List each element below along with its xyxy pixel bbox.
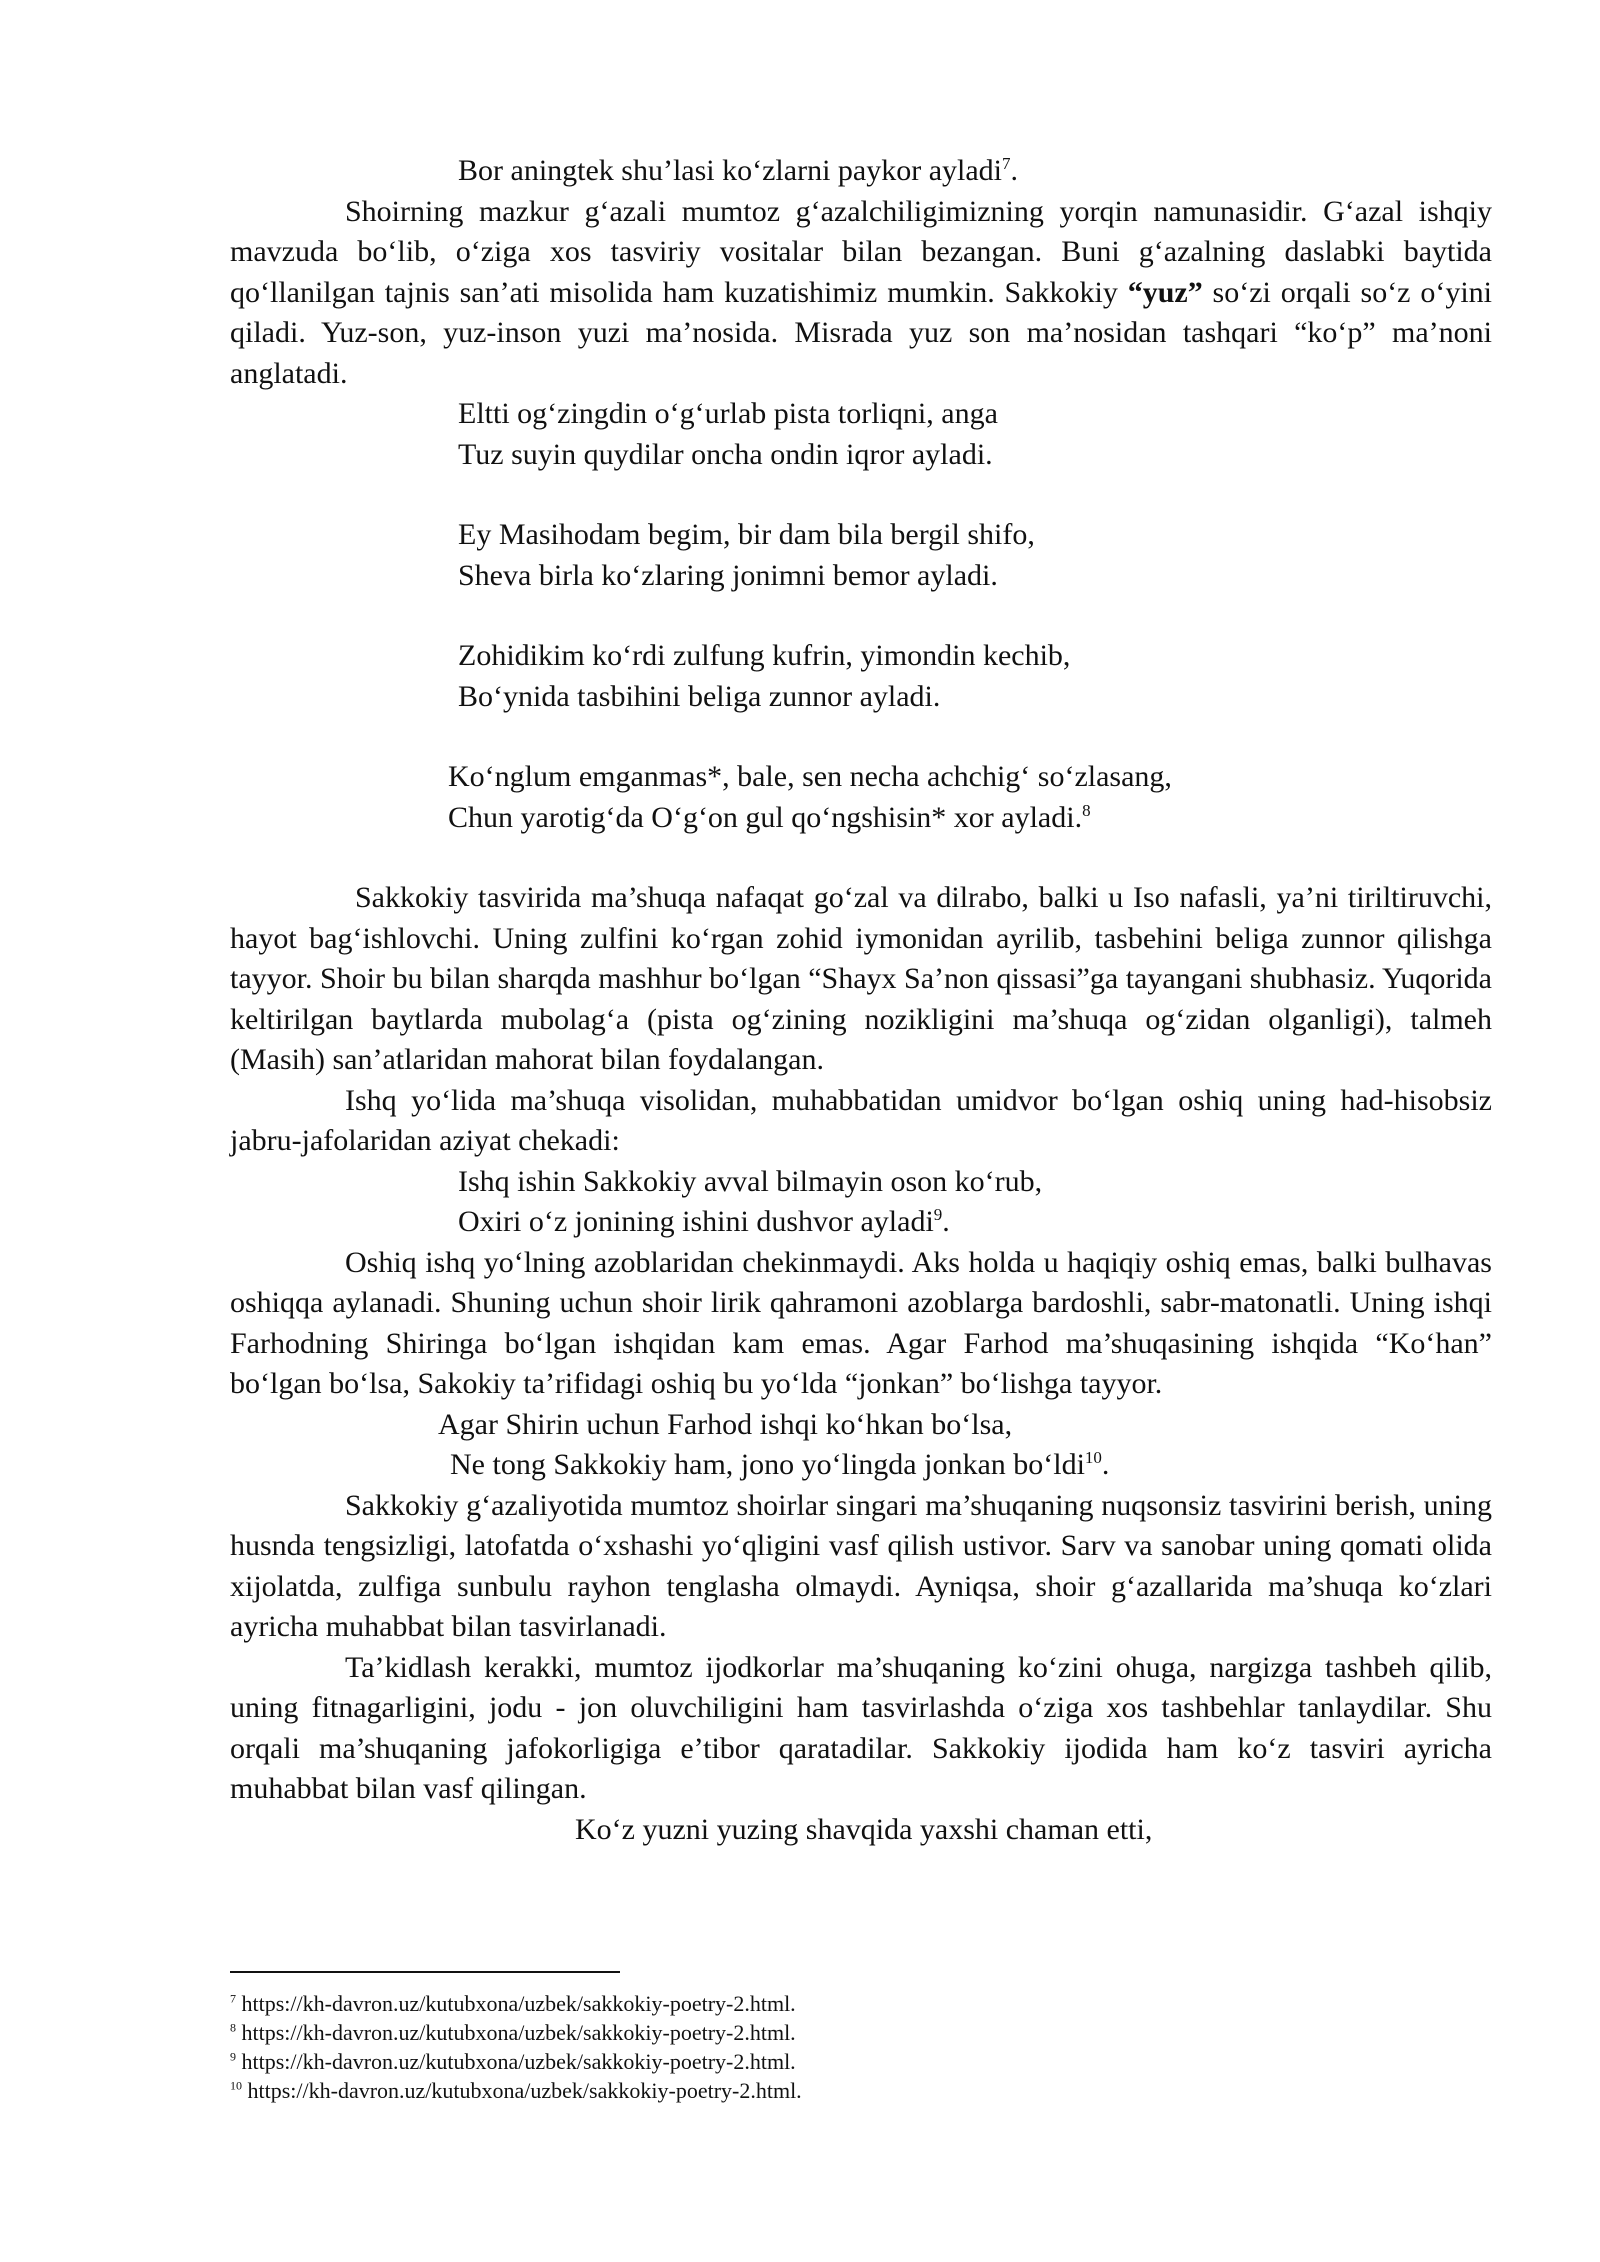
footnote-ref: 10: [1084, 1448, 1102, 1467]
footnote-number: 9: [230, 2049, 236, 2064]
footnote-number: 10: [230, 2078, 242, 2093]
paragraph: [230, 192, 1492, 395]
paragraph: Ta’kidlash kerakki, mumtoz ijodkorlar ma’shuqaning ko‘zini ohuga, nargizga tashbeh qilib, uning fitnagarligini, jodu - jon oluvchiligini ham tasvirlashda o‘ziga xos tashbehlar tanlaydilar. Shu orqali ma’shuqaning jafokorligiga e’tibor qaratadilar. Sakkokiy ijodida ham ko‘z tasviri ayricha muhabbat bilan vasf qilingan.: [230, 1650, 1492, 1805]
verse-text: Oxiri o‘z jonining ishini dushvor ayladi: [458, 1205, 934, 1238]
punctuation: .: [1101, 1448, 1110, 1481]
stanza-gap: [230, 475, 1492, 515]
verse-line: Agar Shirin uchun Farhod ishqi ko‘hkan bo‘lsa,: [438, 1407, 1013, 1441]
verse-line: Eltti og‘zingdin o‘g‘urlab pista torliqni, anga: [458, 397, 998, 430]
verse-line: Ko‘nglum emganmas*, bale, sen necha achchig‘ so‘zlasang,: [448, 760, 1172, 793]
verse-line: [230, 1202, 1492, 1243]
footnote-separator: [230, 1971, 620, 1973]
verse-text: Bor aningtek shu’lasi ko‘zlarni paykor ayladi: [458, 154, 1003, 187]
footnote-link[interactable]: https://kh-davron.uz/kutubxona/uzbek/sakkokiy-poetry-2.html.: [236, 1991, 796, 2016]
punctuation: .: [942, 1205, 950, 1238]
stanza-gap: [230, 596, 1492, 636]
verse-line: Tuz suyin quydilar oncha ondin iqror ayladi.: [458, 437, 993, 471]
footnote-ref: 8: [1082, 800, 1091, 820]
paragraph: Sakkokiy g‘azaliyotida mumtoz shoirlar singari ma’shuqaning nuqsonsiz tasvirini berish, uning husnda tengsizligi, latofatda o‘xshashi yo‘qligini vasf qilish ustivor. Sarv va sanobar uning qomati olida xijolatda, zulfiga sunbulu rayhon tenglasha olmaydi. Ayniqsa, shoir g‘azallarida ma’shuqa ko‘zlari ayricha muhabbat bilan tasvirlanadi.: [230, 1488, 1492, 1643]
body-text: [230, 151, 1492, 1850]
footnote-link[interactable]: https://kh-davron.uz/kutubxona/uzbek/sakkokiy-poetry-2.html.: [236, 2020, 796, 2045]
verse-text: Ne tong Sakkokiy ham, jono yo‘lingda jonkan bo‘ldi: [450, 1448, 1085, 1481]
paragraph: Oshiq ishq yo‘lning azoblaridan chekinmaydi. Aks holda u haqiqiy oshiq emas, balki bulhavas oshiqqa aylanadi. Shuning uchun shoir lirik qahramoni azoblarga bardoshli, sabr-matonatli. Uning ishqi Farhodning Shiringa bo‘lgan ishqidan kam emas. Agar Farhod ma’shuqasining ishqida “Ko‘han” bo‘lgan bo‘lsa, Sakokiy ta’rifidagi oshiq bu yo‘lda “jonkan” bo‘lishga tayyor.: [230, 1245, 1492, 1400]
bold-word: “yuz”: [1127, 275, 1203, 309]
verse-line: Zohidikim ko‘rdi zulfung kufrin, yimondin kechib,: [458, 639, 1071, 672]
verse-line: Bo‘ynida tasbihini beliga zunnor ayladi.: [458, 679, 941, 713]
stanza-gap: [230, 717, 1492, 757]
footnote-number: 7: [230, 1991, 236, 2006]
verse-line: Sheva birla ko‘zlaring jonimni bemor ayladi.: [458, 558, 998, 592]
footnote: [230, 2018, 1492, 2047]
paragraph: Sakkokiy tasvirida ma’shuqa nafaqat go‘zal va dilrabo, balki u Iso nafasli, ya’ni tiriltiruvchi, hayot bag‘ishlovchi. Uning zulfini ko‘rgan zohid iymonidan ayrilib, tasbehini beliga zunnor qilishga tayyor. Shoir bu bilan sharqda mashhur bo‘lgan “Shayx Sa’non qissasi”ga tayangani shubhasiz. Yuqorida keltirilgan baytlarda mubolag‘a (pista og‘zining nozikligini ma’shuqa og‘zidan olganligi), talmeh (Masih) san’atlaridan mahorat bilan foydalangan.: [230, 881, 1492, 1076]
footnote-ref: 9: [933, 1205, 943, 1224]
verse-line: Ko‘z yuzni yuzing shavqida yaxshi chaman etti,: [575, 1812, 1153, 1846]
footnote-link[interactable]: https://kh-davron.uz/kutubxona/uzbek/sakkokiy-poetry-2.html.: [236, 2049, 796, 2074]
footnote: [230, 1989, 1492, 2018]
punctuation: .: [1010, 154, 1019, 187]
paragraph-text: Shoirning mazkur g‘azali mumtoz g‘azalchiligimizning yorqin namunasidir. G‘azal ishqiy mavzuda bo‘lib, o‘ziga xos tasviriy vositalar bilan bezangan. Buni g‘azalning daslabki baytida qo‘llanilgan tajnis san’ati misolida ham kuzatishimiz mumkin. Sakkokiy: [230, 194, 1492, 309]
verse-line: [230, 798, 1492, 839]
footnotes: [230, 1971, 1492, 2105]
paragraph-text: so‘zi orqali so‘z o‘yini qiladi. Yuz-son, yuz-inson yuzi ma’nosida. Misrada yuz son ma’nosidan tashqari “ko‘p” ma’noni anglatadi.: [230, 275, 1492, 390]
verse-line: Ey Masihodam begim, bir dam bila bergil shifo,: [458, 518, 1035, 551]
footnote-link[interactable]: https://kh-davron.uz/kutubxona/uzbek/sakkokiy-poetry-2.html.: [242, 2078, 802, 2103]
verse-line: Ishq ishin Sakkokiy avval bilmayin oson ko‘rub,: [458, 1164, 1043, 1198]
stanza-gap: [230, 838, 1492, 878]
verse-line: [230, 151, 1492, 192]
paragraph: Ishq yo‘lida ma’shuqa visolidan, muhabbatidan umidvor bo‘lgan oshiq uning had-hisobsiz jabru-jafolaridan aziyat chekadi:: [230, 1083, 1492, 1157]
footnote: [230, 2047, 1492, 2076]
verse-line: [230, 1445, 1492, 1486]
footnote: [230, 2076, 1492, 2105]
footnote-number: 8: [230, 2020, 236, 2035]
verse-text: Chun yarotig‘da O‘g‘on gul qo‘ngshisin* xor ayladi.: [448, 800, 1083, 834]
footnote-ref: 7: [1002, 154, 1011, 173]
